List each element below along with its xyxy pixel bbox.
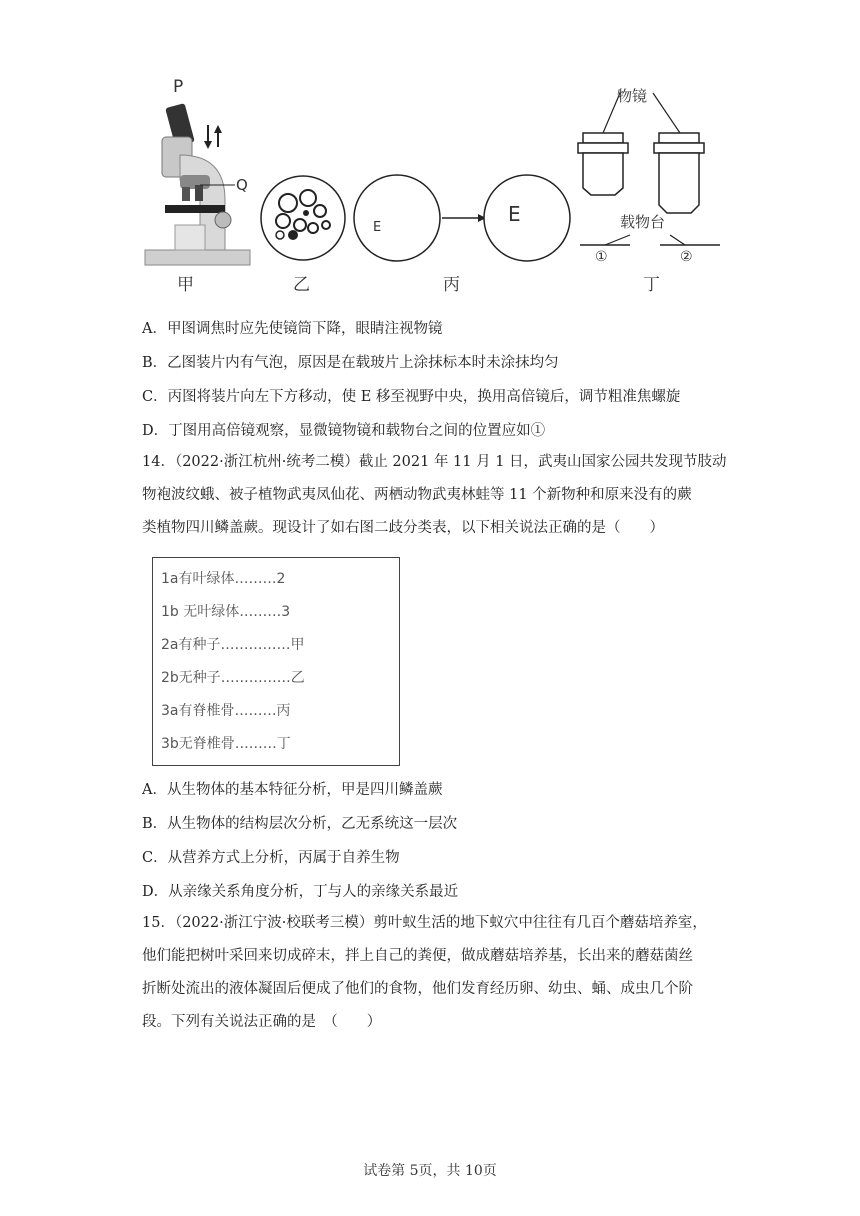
q14-option-b: B．从生物体的结构层次分析，乙无系统这一层次 bbox=[142, 816, 458, 832]
position-1-label: ① bbox=[595, 249, 608, 265]
q14-line: 物袍波纹蛾、被子植物武夷凤仙花、两栖动物武夷林蛙等 11 个新物种和原来没有的蕨 bbox=[142, 487, 692, 503]
q14-option-a: A．从生物体的基本特征分析，甲是四川鳞盖蕨 bbox=[142, 782, 443, 798]
figure-label-bing: 丙 bbox=[443, 275, 460, 295]
q14-line: 14．（2022·浙江杭州·统考二模）截止 2021 年 11 月 1 日，武夷山国家公园共发现节肢动 bbox=[142, 454, 727, 470]
q15-stem bbox=[142, 907, 712, 1039]
objective-lens-figure bbox=[575, 75, 725, 270]
q14-option-c: C．从营养方式上分析，丙属于自养生物 bbox=[142, 850, 400, 866]
key-line-1b: 1b 无叶绿体………3 bbox=[161, 604, 291, 620]
figure-label-yi: 乙 bbox=[293, 275, 310, 295]
microscope-figure bbox=[140, 75, 260, 270]
page-footer: 试卷第 5页，共 10页 bbox=[363, 1163, 497, 1179]
microscope-label-q: Q bbox=[236, 176, 248, 194]
figure-label-ding: 丁 bbox=[643, 275, 660, 295]
q13-option-b: B．乙图装片内有气泡，原因是在载玻片上涂抹标本时未涂抹均匀 bbox=[142, 355, 559, 371]
q15-line: 15．（2022·浙江宁波·校联考三模）剪叶蚁生活的地下蚁穴中往往有几百个蘑菇培养室， bbox=[142, 915, 707, 931]
key-line-2b: 2b无种子……………乙 bbox=[161, 670, 305, 686]
q14-line: 类植物四川鳞盖蕨。现设计了如右图二歧分类表，以下相关说法正确的是（ ） bbox=[142, 520, 664, 536]
position-2-label: ② bbox=[680, 249, 693, 265]
q13-option-d: D．丁图用高倍镜观察，显微镜物镜和载物台之间的位置应如① bbox=[142, 423, 546, 439]
bing-letter-large: E bbox=[508, 202, 521, 226]
microscope-label-p: P bbox=[173, 77, 184, 97]
q13-option-c: C．丙图将装片向左下方移动，使 E 移至视野中央，换用高倍镜后，调节粗准焦螺旋 bbox=[142, 389, 681, 405]
key-line-1a: 1a有叶绿体………2 bbox=[161, 571, 286, 587]
q14-stem bbox=[142, 446, 727, 545]
figure-row bbox=[140, 75, 720, 295]
key-line-2a: 2a有种子……………甲 bbox=[161, 637, 305, 653]
figure-label-jia: 甲 bbox=[177, 275, 194, 295]
q15-line: 他们能把树叶采回来切成碎末，拌上自己的粪便，做成蘑菇培养基，长出来的蘑菇菌丝 bbox=[142, 948, 693, 964]
stage-label: 载物台 bbox=[620, 213, 666, 231]
q14-option-d: D．从亲缘关系角度分析，丁与人的亲缘关系最近 bbox=[142, 884, 459, 900]
bubble-field-figure bbox=[258, 173, 348, 263]
key-line-3a: 3a有脊椎骨………丙 bbox=[161, 703, 291, 719]
q15-line: 段。下列有关说法正确的是 （ ） bbox=[142, 1014, 382, 1030]
key-line-3b: 3b无脊椎骨………丁 bbox=[161, 736, 291, 752]
q13-option-a: A．甲图调焦时应先使镜筒下降，眼睛注视物镜 bbox=[142, 321, 443, 337]
objective-label: 物镜 bbox=[617, 87, 648, 105]
dichotomous-key-box bbox=[152, 557, 400, 766]
bing-letter-small: E bbox=[373, 220, 382, 235]
q15-line: 折断处流出的液体凝固后便成了他们的食物，他们发育经历卵、幼虫、蛹、成虫几个阶 bbox=[142, 981, 693, 997]
